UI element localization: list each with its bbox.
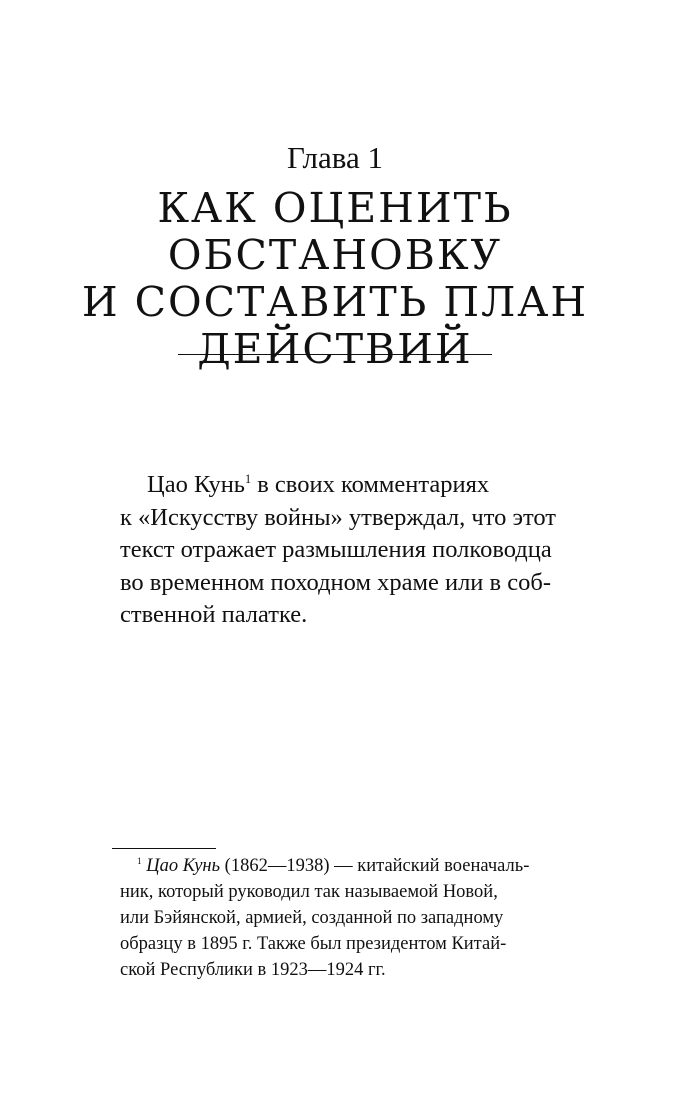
chapter-title-line: И СОСТАВИТЬ ПЛАН (81, 278, 589, 326)
chapter-title-line: ДЕЙСТВИЙ (197, 325, 473, 373)
footnote-marker: 1 (137, 856, 142, 867)
footnote-text-segment: (1862—1938) — китайский военачаль- (220, 856, 530, 876)
chapter-label: Глава 1 (286, 140, 384, 175)
footnote-line: ник, который руководил так называемой Новой, (120, 882, 498, 902)
body-line (120, 469, 560, 502)
footnote (120, 853, 560, 983)
chapter-title-line: ОБСТАНОВКУ (167, 231, 503, 279)
body-line: ственной палатке. (120, 601, 308, 628)
footnote-line: ской Республики в 1923—1924 гг. (120, 960, 386, 980)
footnote-reference: 1 (244, 471, 252, 486)
chapter-title-line: КАК ОЦЕНИТЬ (157, 184, 513, 232)
footnote-line: образцу в 1895 г. Также был президентом Китай- (120, 934, 507, 954)
footnote-line: или Бэйянской, армией, созданной по западному (120, 908, 504, 928)
body-paragraph (120, 469, 560, 632)
footnote-divider (112, 848, 216, 849)
body-line: текст отражает размышления полководца (120, 536, 552, 563)
title-divider (178, 354, 492, 355)
body-line: во временном походном храме или в соб- (120, 568, 551, 596)
body-line: к «Искусству войны» утверждал, что этот (120, 503, 556, 531)
body-text-segment: в своих комментариях (251, 471, 490, 498)
body-text-segment: Цао Кунь (147, 471, 245, 498)
footnote-name: Цао Кунь (146, 856, 221, 876)
chapter-title (0, 185, 670, 373)
footnote-line (120, 853, 560, 879)
